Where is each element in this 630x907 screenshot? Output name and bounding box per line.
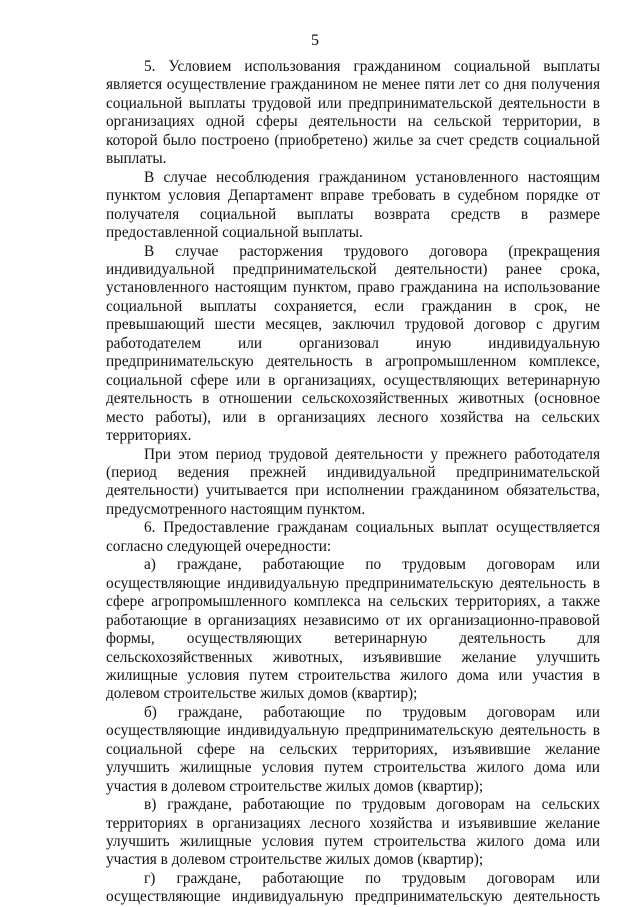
list-item-v: в) граждане, работающие по трудовым договорам на сельских территориях в организациях лесного хозяйства и изъявившие желание улучшить жилищные условия путем строительства жилого дома или участия в долевом строительстве жилых домов (квартир);: [106, 796, 600, 869]
document-body: [106, 58, 600, 907]
paragraph-contract-termination: В случае расторжения трудового договора (прекращения индивидуальной предпринимательской деятельности) ранее срока, установленного настоящим пунктом, право гражданина на использование социальной выплаты сохраняется, если гражданин в срок, не превышающий шести месяцев, заключил трудовой договор с другим работодателем или организовал иную индивидуальную предпринимательскую деятельность в агропромышленном комплексе, социальной сфере или в организациях, осуществляющих ветеринарную деятельность в отношении сельскохозяйственных животных (основное место работы), или в организациях лесного хозяйства на сельских территориях.: [106, 242, 600, 445]
paragraph-6-priority: 6. Предоставление гражданам социальных выплат осуществляется согласно следующей очередности:: [106, 519, 600, 555]
paragraph-non-compliance: В случае несоблюдения гражданином установленного настоящим пунктом условия Департамент вправе требовать в судебном порядке от получателя социальной выплаты возврата средств в размере предоставленной социальной выплаты.: [106, 168, 600, 242]
list-item-b: б) граждане, работающие по трудовым договорам или осуществляющие индивидуальную предпринимательскую деятельность в социальной сфере на сельских территориях, изъявившие желание улучшить жилищные условия путем строительства жилого дома или участия в долевом строительстве жилых домов (квартир);: [106, 703, 600, 795]
list-item-g: г) граждане, работающие по трудовым договорам или осуществляющие индивидуальную предпринимательскую деятельность: [106, 869, 600, 906]
list-item-a: а) граждане, работающие по трудовым договорам или осуществляющие индивидуальную предпринимательскую деятельность в сфере агропромышленного комплекса на сельских территориях, а также работающие в организациях независимо от их организационно-правовой формы, осуществляющих ветеринарную деятельность для сельскохозяйственных животных, изъявившие желание улучшить жилищные условия путем строительства жилого дома или участия в долевом строительстве жилых домов (квартир);: [106, 556, 600, 703]
paragraph-5-condition: 5. Условием использования гражданином социальной выплаты является осуществление гражданином не менее пяти лет со дня получения социальной выплаты трудовой или предпринимательской деятельности в организациях одной сферы деятельности на сельской территории, в которой было построено (приобретено) жилье за счет средств социальной выплаты.: [106, 58, 600, 168]
paragraph-previous-employment: При этом период трудовой деятельности у прежнего работодателя (период ведения прежней индивидуальной предпринимательской деятельности) учитывается при исполнении гражданином обязательства, предусмотренного настоящим пунктом.: [106, 445, 600, 518]
page-number: 5: [311, 32, 319, 49]
